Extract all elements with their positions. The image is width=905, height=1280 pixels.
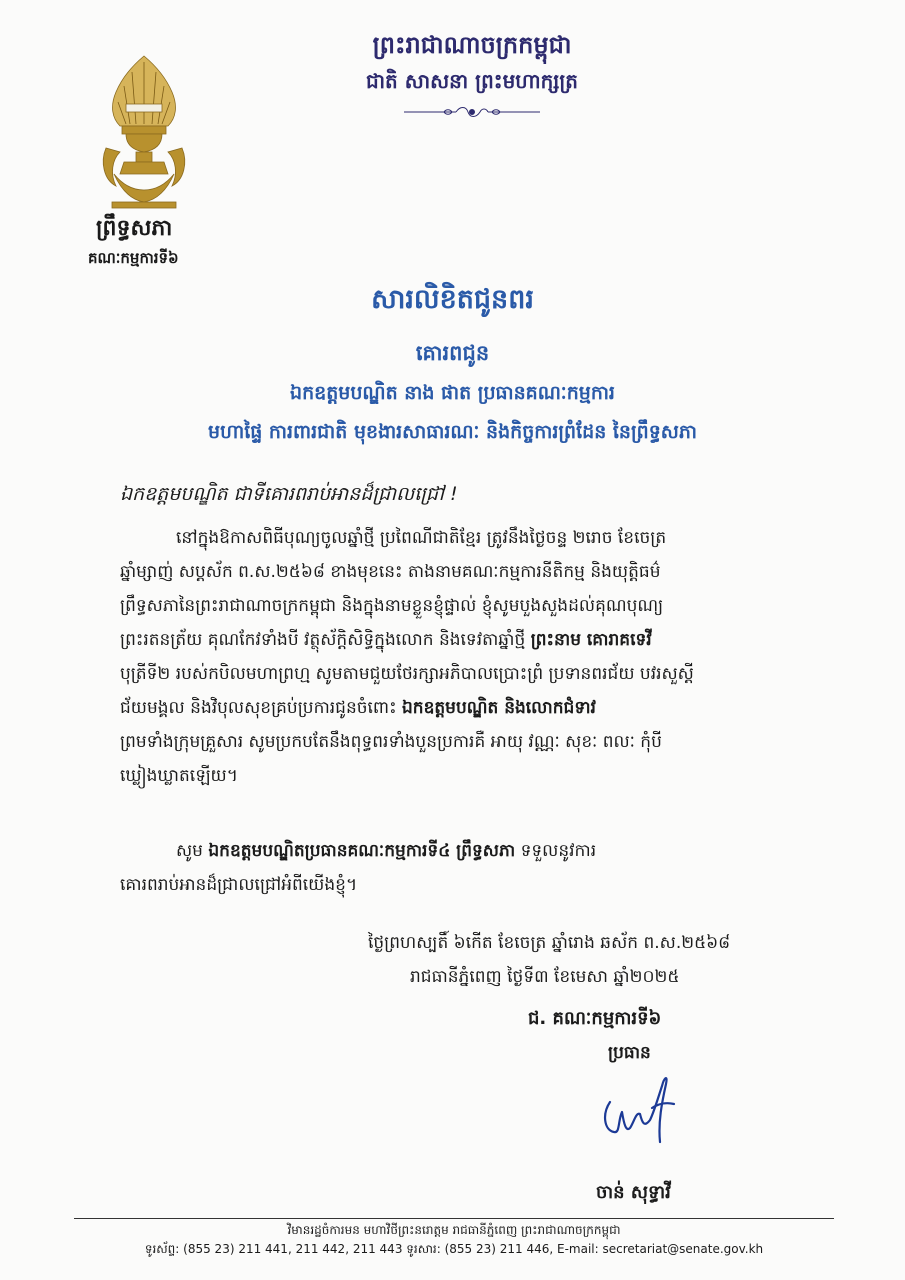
body-text: សូម <box>176 841 203 861</box>
date-lunar: ថ្ងៃព្រហស្បតិ៍ ៦កើត ខែចេត្រ ឆ្នាំរោង ឆស័ក ព.ស.២៥៦៨ <box>368 933 731 953</box>
body-line <box>120 625 652 655</box>
senate-name: ព្រឹទ្ធសភា <box>96 216 173 241</box>
to-label: គោរពជូន <box>415 341 490 365</box>
body-text: ព្រះរតនត្រ័យ គុណកែវទាំងបី វត្ថុស័ក្តិសិទ្ធិក្នុងលោក និងទេវតាឆ្នាំថ្មី <box>120 630 526 650</box>
handwritten-signature-icon <box>596 1058 686 1150</box>
addressee-emphasis: ឯកឧត្តមបណ្ឌិត និងលោកជំទាវ <box>402 698 596 718</box>
recipient-line-2: មហាផ្ទៃ ការពារជាតិ មុខងារសាធារណៈ និងកិច្ចការព្រំដែន នៃព្រឹទ្ធសភា <box>208 421 697 443</box>
kingdom-heading: ព្រះរាជាណាចក្រកម្ពុជា <box>372 31 572 59</box>
body-line: ឃ្លៀងឃ្លាតឡើយ។ <box>120 766 238 786</box>
on-behalf-line: ជ. គណៈកម្មការទី៦ <box>528 1008 662 1029</box>
body-text: ជ័យមង្គល និងវិបុលសុខគ្រប់ប្រការជូនចំពោះ <box>120 698 397 718</box>
body-line <box>176 836 596 866</box>
letter-title: សារលិខិតជូនពរ <box>371 284 534 315</box>
date-solar: រាជធានីភ្នំពេញ ថ្ងៃទី៣ ខែមេសា ឆ្នាំ២០២៥ <box>410 967 680 987</box>
senate-emblem-icon <box>96 52 192 212</box>
body-line: បុត្រីទី២ របស់កបិលមហាព្រហ្ម សូមតាមជួយថែរក្សាអភិបាលប្រោះព្រំ ប្រទានពរជ័យ បវរសួស្តី <box>120 664 694 684</box>
body-line <box>120 693 596 723</box>
body-text: ទទួលនូវការ <box>520 841 597 861</box>
deity-name: ព្រះនាម គោរាគទេវី <box>530 630 652 650</box>
addressee-emphasis: ឯកឧត្តមបណ្ឌិតប្រធានគណៈកម្មការទី៤ ព្រឹទ្ធសភា <box>208 841 516 861</box>
salutation: ឯកឧត្តមបណ្ឌិត ជាទីគោរពរាប់អានដ៏ជ្រាលជ្រៅ ! <box>120 483 458 505</box>
footer-address: វិមានរដ្ឋចំការមន មហាវិថីព្រះនរោត្តម រាជធានីភ្នំពេញ ព្រះរាជាណាចក្រកម្ពុជា <box>287 1223 621 1237</box>
body-line: ឆ្នាំម្សាញ់ សប្តស័ក ព.ស.២៥៦៨ ខាងមុខនេះ តាងនាមគណៈកម្មការនីតិកម្ម និងយុត្តិធម៌ <box>120 562 661 582</box>
divider-ornament-icon <box>400 104 544 120</box>
body-line: ព្រមទាំងក្រុមគ្រួសារ សូមប្រកបតែនឹងពុទ្ធពរទាំងបួនប្រការគឺ អាយុ វណ្ណៈ សុខៈ ពលៈ កុំបី <box>120 732 662 752</box>
recipient-line-1: ឯកឧត្តមបណ្ឌិត នាង ផាត ប្រធានគណៈកម្មការ <box>290 382 615 404</box>
body-line: ព្រឹទ្ធសភានៃព្រះរាជាណាចក្រកម្ពុជា និងក្នុងនាមខ្លួនខ្ញុំផ្ទាល់ ខ្ញុំសូមបួងសួងដល់គុណបុណ្យ <box>120 596 664 616</box>
footer-divider <box>74 1218 834 1219</box>
signatory-name: ចាន់ សុទ្ធាវី <box>596 1182 671 1203</box>
national-motto: ជាតិ សាសនា ព្រះមហាក្សត្រ <box>366 69 578 93</box>
body-line: គោរពរាប់អានដ៏ជ្រាលជ្រៅអំពីយើងខ្ញុំ។ <box>120 875 358 895</box>
footer-contacts: ទូរស័ព្ទ: (855 23) 211 441, 211 442, 211 443 ទូរសារ: (855 23) 211 446, E-mail: secretariat@senate.gov.kh <box>144 1242 764 1256</box>
signatory-position: ប្រធាន <box>608 1043 651 1063</box>
committee-name: គណៈកម្មការទី៦ <box>88 249 179 267</box>
body-line: នៅក្នុងឱកាសពិធីបុណ្យចូលឆ្នាំថ្មី ប្រពៃណីជាតិខ្មែរ ត្រូវនឹងថ្ងៃចន្ទ ២រោច ខែចេត្រ <box>176 528 667 548</box>
